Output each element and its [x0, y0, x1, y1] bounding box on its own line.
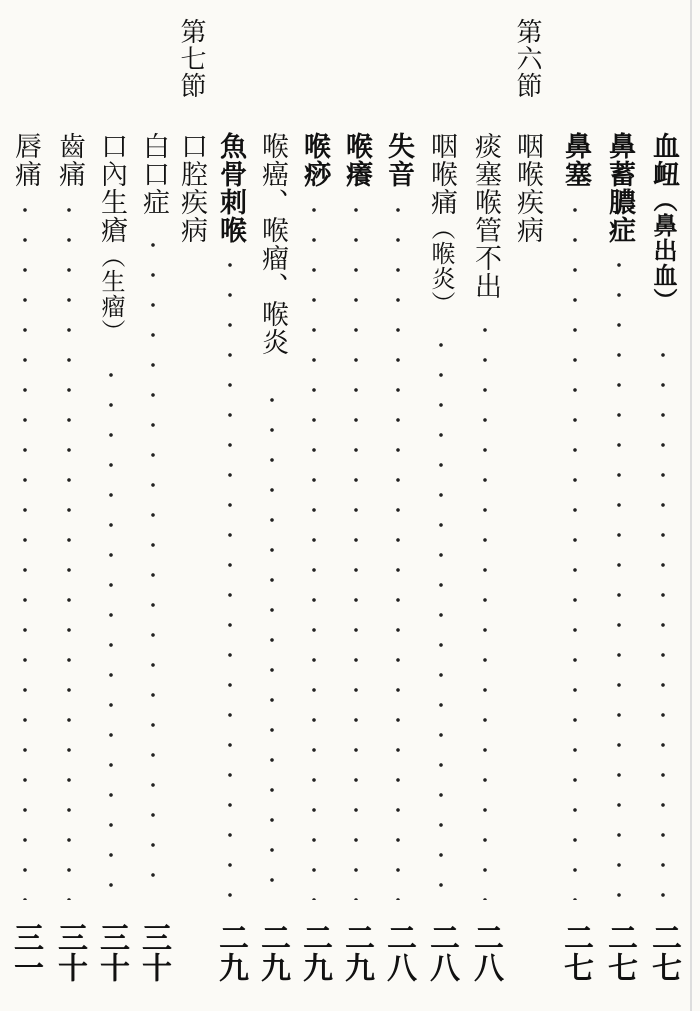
toc-entry-sore-throat [428, 132, 455, 316]
toc-entry-toothache [56, 132, 83, 188]
toc-entry-throat-rash [301, 132, 328, 188]
toc-entry-itchy-throat [343, 132, 370, 188]
entry-note: （喉炎） [427, 216, 455, 316]
entry-label: 喉痧 [299, 132, 330, 188]
leader-dots [228, 250, 232, 900]
page-number: 二七 [646, 922, 681, 982]
entry-label: 唇痛 [10, 132, 41, 188]
entry-label: 齒痛 [54, 132, 85, 188]
entry-label: 白口症 [138, 132, 169, 216]
entry-label: 鼻蓄膿症 [604, 132, 635, 244]
leader-dots [661, 340, 665, 900]
page-number: 二八 [468, 922, 503, 982]
page-number: 二八 [424, 922, 459, 982]
entry-label: 口內生瘡 [96, 132, 127, 244]
toc-entry-throat-cancer [259, 132, 286, 356]
entry-note: （鼻出血） [649, 188, 677, 313]
entry-label: 痰塞喉管不出 [470, 132, 501, 300]
toc-entry-nosebleed [650, 132, 677, 313]
page-number: 二九 [297, 922, 332, 982]
toc-entry-nasal-congestion [562, 132, 589, 188]
entry-label: 咽喉痛 [426, 132, 457, 216]
leader-dots [617, 250, 621, 900]
leader-dots [573, 195, 577, 900]
toc-entry-lip-pain [12, 132, 39, 188]
page-number: 二七 [602, 922, 637, 982]
section-title: 口腔疾病 [176, 132, 207, 244]
leader-dots [312, 195, 316, 900]
leader-dots [396, 195, 400, 900]
toc-entry-phlegm [472, 132, 499, 300]
toc-entry-white-mouth [140, 132, 167, 216]
page-number: 二九 [213, 922, 248, 982]
page-number: 二九 [339, 922, 374, 982]
page-number: 三十 [94, 922, 129, 982]
leader-dots [354, 195, 358, 900]
leader-dots [109, 360, 113, 900]
leader-dots [151, 230, 155, 900]
toc-entry-fishbone [217, 132, 244, 244]
entry-label: 鼻塞 [560, 132, 591, 188]
leader-dots [23, 195, 27, 900]
section-title: 咽喉疾病 [512, 132, 543, 244]
entry-label: 血衄 [648, 132, 679, 188]
leader-dots [439, 330, 443, 900]
page-number: 二七 [558, 922, 593, 982]
toc-entry-mouth-sores [98, 132, 125, 344]
toc-entry-sinusitis [606, 132, 633, 244]
page-number: 三十 [136, 922, 171, 982]
entry-label: 魚骨刺喉 [215, 132, 246, 244]
entry-label: 喉癌、喉瘤、喉炎 [257, 132, 288, 356]
page-number: 三十 [52, 922, 87, 982]
section-heading: 第七節 [176, 18, 206, 99]
leader-dots [483, 315, 487, 900]
leader-dots [270, 385, 274, 900]
page-number: 三一 [8, 922, 43, 982]
entry-label: 喉癢 [341, 132, 372, 188]
entry-note: （生瘤） [97, 244, 125, 344]
leader-dots [67, 195, 71, 900]
toc-entry-voice-loss [385, 132, 412, 188]
page-number: 二九 [255, 922, 290, 982]
page-edge-shadow [690, 0, 692, 1011]
entry-label: 失音 [383, 132, 414, 188]
section-heading: 第六節 [512, 18, 542, 99]
page-number: 二八 [381, 922, 416, 982]
